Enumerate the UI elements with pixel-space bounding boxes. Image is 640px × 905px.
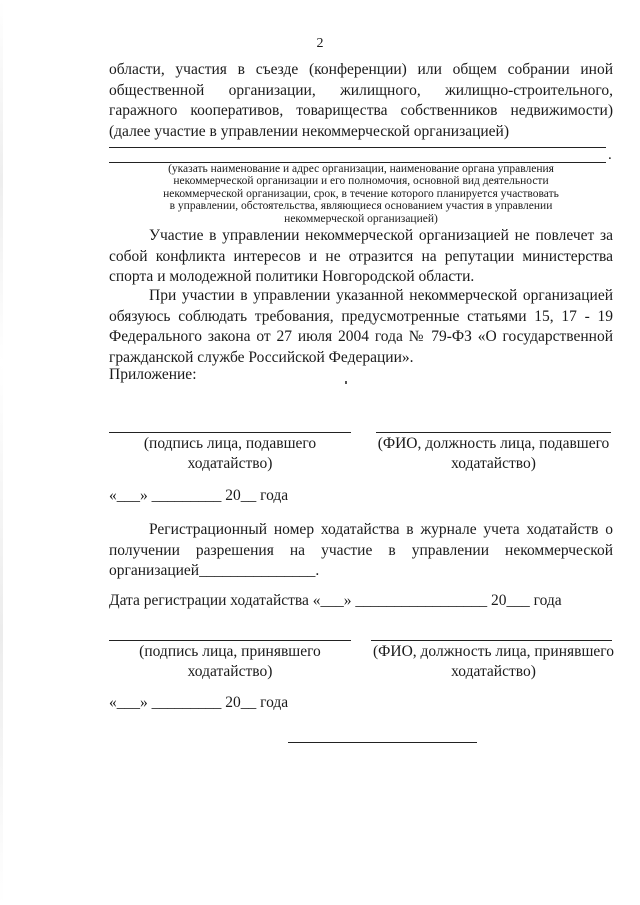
receiver-signature-line[interactable] <box>109 640 351 641</box>
intro-paragraph: области, участия в съезде (конференции) или общем собрании иной общественной организации, жилищного, жилищно-строительного, гаражного кооперативов, товарищества собственников недвижимости) (далее участие в управлении некоммерческой организацией) <box>109 61 613 140</box>
registration-date-line[interactable]: Дата регистрации ходатайства «___» _________________ 20___ года <box>109 592 562 609</box>
applicant-name-caption: (ФИО, должность лица, подавшего ходатайство) <box>377 435 610 472</box>
applicant-date-line[interactable]: «___» _________ 20__ года <box>109 487 289 504</box>
applicant-name-line[interactable] <box>376 432 611 433</box>
obligation-paragraph: При участии в управлении указанной некоммерческой организацией обязуюсь соблюдать требования, предусмотренные статьями 15, 17 - 19 Федерального закона от 27 июля 2004 года № 79-ФЗ «О государственной гражданской службе Российской Федерации». <box>109 287 613 366</box>
receiver-date-line[interactable]: «___» _________ 20__ года <box>109 694 289 711</box>
scan-dot <box>345 381 347 384</box>
applicant-signature-line[interactable] <box>109 432 351 433</box>
receiver-name-line[interactable] <box>371 640 612 641</box>
page-number: 2 <box>316 36 324 51</box>
instruction-note <box>109 163 613 225</box>
attachment-label: Приложение: <box>109 366 197 383</box>
applicant-signature-caption: (подпись лица, подавшего ходатайство) <box>143 435 317 472</box>
scan-edge-shadow <box>0 0 3 905</box>
fill-line-1[interactable] <box>109 147 606 148</box>
receiver-name-caption: (ФИО, должность лица, принявшего ходатайство) <box>372 643 615 680</box>
instruction-note-line: некоммерческой организацией) <box>284 212 438 225</box>
receiver-signature-caption: (подпись лица, принявшего ходатайство) <box>139 643 321 680</box>
closing-separator-line <box>288 742 477 743</box>
registration-paragraph: Регистрационный номер ходатайства в журнале учета ходатайств о получении разрешения на участие в управлении некоммерческой организацией_______________. <box>109 521 613 579</box>
instruction-note-line: некоммерческой организации и его полномочия, основной вид деятельности <box>173 175 549 188</box>
instruction-note-line: в управлении, обстоятельства, являющиеся основанием участия в управлении <box>169 200 553 213</box>
line-end-period: . <box>608 147 612 163</box>
instruction-note-line: (указать наименование и адрес организации, наименование органа управления <box>168 163 554 175</box>
no-conflict-paragraph: Участие в управлении некоммерческой организацией не повлечет за собой конфликта интересов и не отразится на репутации министерства спорта и молодежной политики Новгородской области. <box>109 227 613 285</box>
instruction-note-line: некоммерческой организации, срок, в течение которого планируется участвовать <box>163 187 559 200</box>
